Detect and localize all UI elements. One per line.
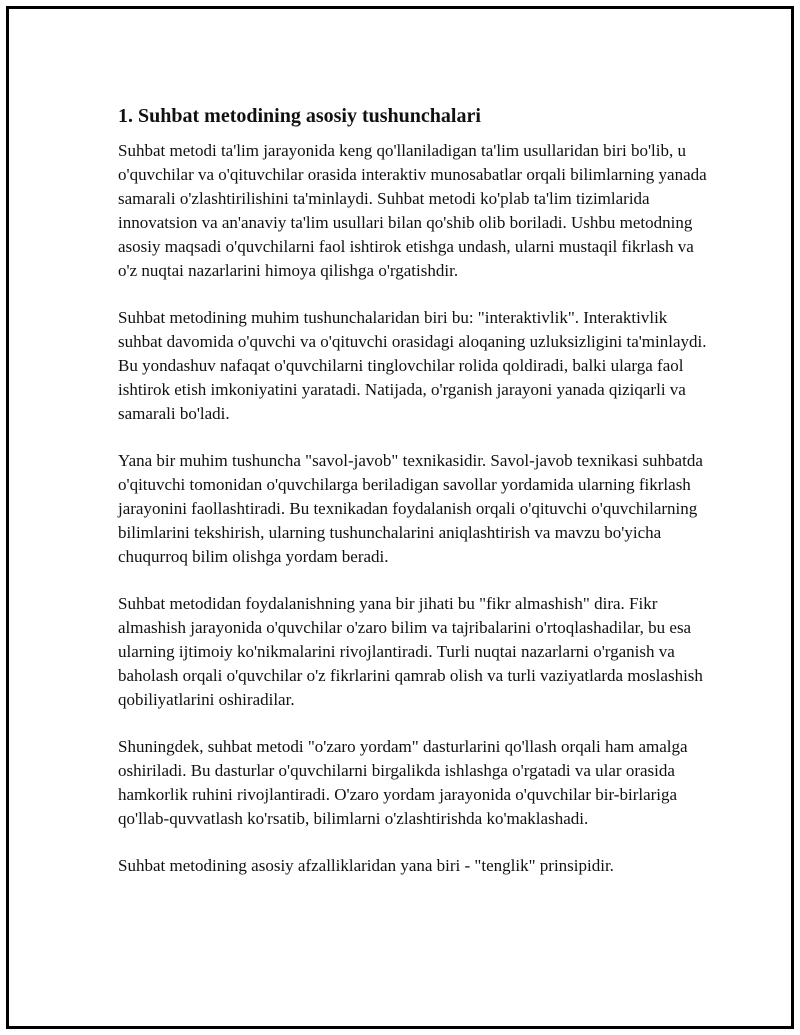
- section-heading: 1. Suhbat metodining asosiy tushunchalari: [118, 105, 481, 127]
- page-frame: [6, 6, 794, 1029]
- paragraph-4: Suhbat metodidan foydalanishning yana bir jihati bu "fikr almashish" dira. Fikr almashish jarayonida o'quvchilar o'zaro bilim va tajribalarini o'rtoqlashadilar, bu esa ularning ijtimoiy ko'nikmalarini rivojlantiradi. Turli nuqtai nazarlarni o'rganish va baholash orqali o'quvchilar o'z fikrlarini qamrab olish va turli vaziyatlarda moslashish qobiliyatlarini oshiradilar.: [118, 594, 703, 709]
- paragraph-5: Shuningdek, suhbat metodi "o'zaro yordam" dasturlarini qo'llash orqali ham amalga oshiriladi. Bu dasturlar o'quvchilarni birgalikda ishlashga o'rgatadi va ular orasida hamkorlik ruhini rivojlantiradi. O'zaro yordam jarayonida o'quvchilar bir-birlariga qo'llab-quvvatlash ko'rsatib, bilimlarni o'zlashtirishda ko'maklashadi.: [118, 737, 688, 828]
- paragraph-3: Yana bir muhim tushuncha "savol-javob" texnikasidir. Savol-javob texnikasi suhbatda o'qituvchi tomonidan o'quvchilarga beriladigan savollar yordamida ularning fikrlash jarayonini faollashtiradi. Bu texnikadan foydalanish orqali o'qituvchi o'quvchilarning bilimlarini tekshirish, ularning tushunchalarini aniqlashtirish va mavzu bo'yicha chuqurroq bilim olishga yordam beradi.: [118, 451, 703, 566]
- document-body: [118, 97, 708, 901]
- paragraph-1: Suhbat metodi ta'lim jarayonida keng qo'llaniladigan ta'lim usullaridan biri bo'lib, u o'quvchilar va o'qituvchilar orasida interaktiv munosabatlar orqali bilimlarning yanada samarali o'zlashtirilishini ta'minlaydi. Suhbat metodi ko'plab ta'lim tizimlarida innovatsion va an'anaviy ta'lim usullari bilan qo'shib olib boriladi. Ushbu metodning asosiy maqsadi o'quvchilarni faol ishtirok etishga undash, ularni mustaqil fikrlash va o'z nuqtai nazarlarini himoya qilishga o'rgatishdir.: [118, 141, 707, 280]
- paragraph-2: Suhbat metodining muhim tushunchalaridan biri bu: "interaktivlik". Interaktivlik suhbat davomida o'quvchi va o'qituvchi orasidagi aloqaning uzluksizligini ta'minlaydi. Bu yondashuv nafaqat o'quvchilarni tinglovchilar rolida qoldiradi, balki ularga faol ishtirok etish imkoniyatini yaratadi. Natijada, o'rganish jarayoni yanada qiziqarli va samarali bo'ladi.: [118, 308, 707, 423]
- paragraph-6: Suhbat metodining asosiy afzalliklaridan yana biri - "tenglik" prinsipidir.: [118, 856, 614, 875]
